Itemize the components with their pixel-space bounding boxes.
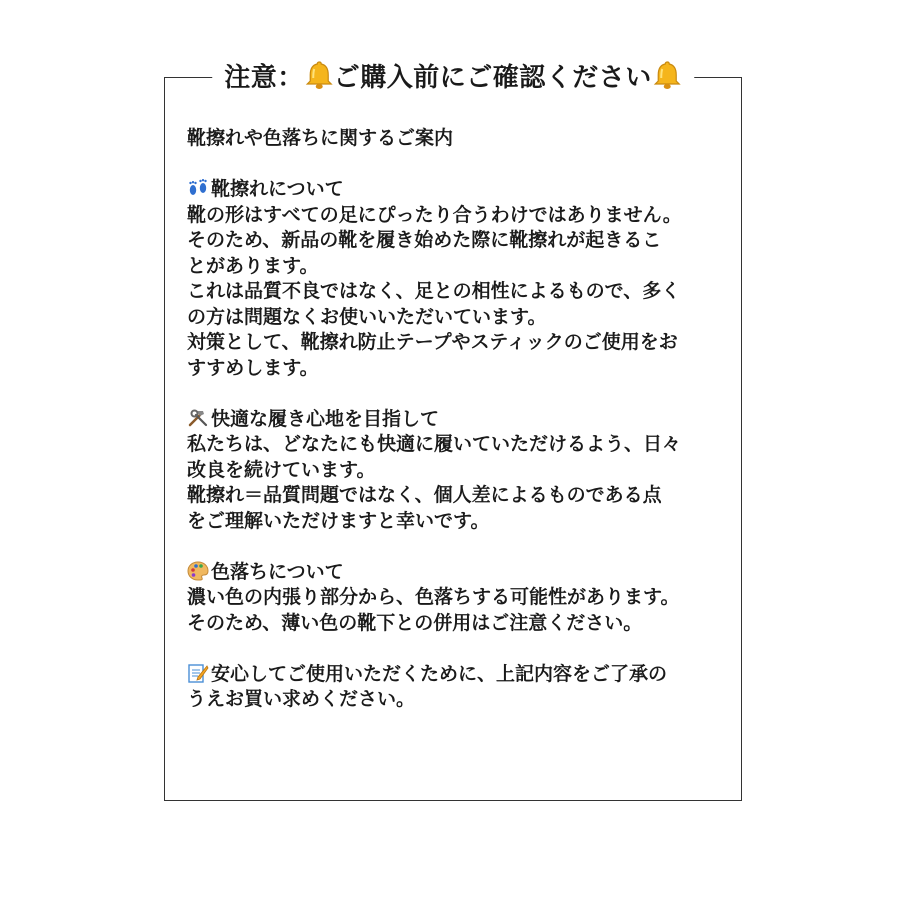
section-heading: 靴擦れについて [187, 177, 727, 203]
intro-text: 靴擦れや色落ちに関するご案内 [187, 127, 454, 149]
body-line: これは品質不良ではなく、足との相性によるもので、多く [187, 280, 681, 302]
body-line: すすめします。 [187, 356, 319, 379]
closing-line: 安心してご使用いただくために、上記内容をご了承の [187, 662, 727, 688]
body-line: 靴擦れ＝品質問題ではなく、個人差によるものである点 [187, 484, 662, 506]
body-line: 改良を続けています。 [187, 458, 376, 481]
tools-icon [187, 408, 209, 428]
body-line: 対策として、靴擦れ防止テープやスティックのご使用をお [187, 331, 678, 353]
body-line: とがあります。 [187, 254, 319, 277]
notice-box [164, 63, 742, 801]
body-line: そのため、新品の靴を履き始めた際に靴擦れが起きるこ [187, 229, 662, 251]
body-line: 私たちは、どなたにも快適に履いていただけるよう、日々 [187, 433, 682, 455]
memo-icon [187, 663, 209, 683]
body-line: をご理解いただけますと幸いです。 [187, 509, 490, 532]
bell-icon [305, 60, 333, 102]
notice-title [212, 58, 694, 102]
palette-icon [187, 561, 209, 581]
body-line: 靴の形はすべての足にぴったり合うわけではありません。 [187, 203, 682, 226]
notice-content [187, 126, 727, 713]
title-main: ご購入前にご確認ください [333, 63, 652, 93]
section-heading: 色落ちについて [187, 560, 727, 586]
footprints-icon [187, 178, 209, 198]
body-line: 濃い色の内張り部分から、色落ちする可能性があります。 [187, 586, 680, 608]
body-line: の方は問題なくお使いいただいています。 [187, 305, 547, 328]
body-line: そのため、薄い色の靴下との併用はご注意ください。 [187, 611, 643, 634]
closing-line: うえお買い求めください。 [187, 688, 416, 710]
section-heading: 快適な履き心地を目指して [187, 407, 727, 433]
bell-icon [653, 60, 681, 102]
title-prefix: 注意： [224, 63, 304, 93]
